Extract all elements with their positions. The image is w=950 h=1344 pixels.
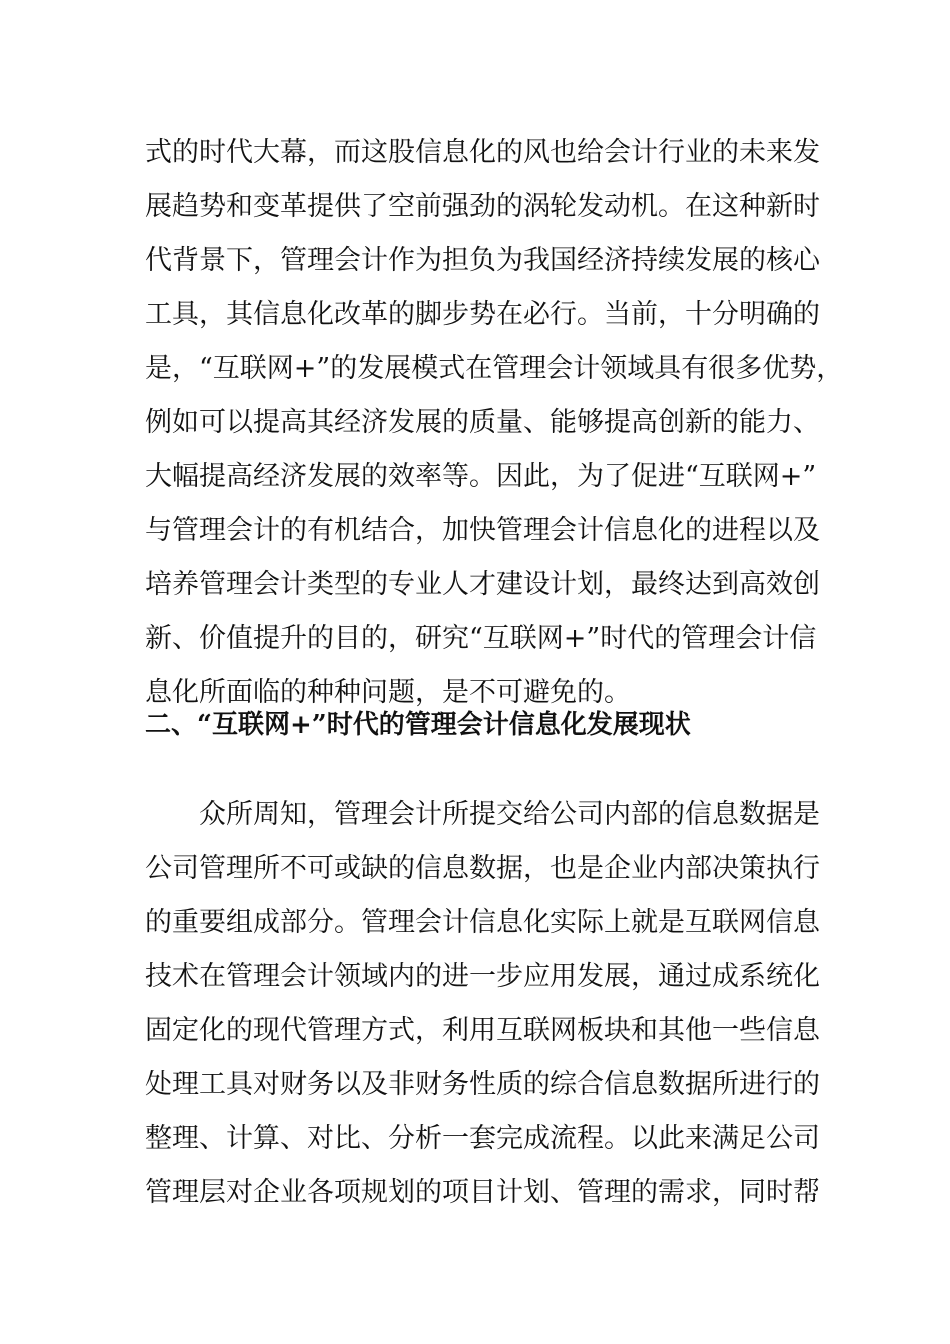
text-line: 技术在管理会计领域内的进一步应用发展，通过成系统化 — [145, 961, 820, 992]
text-line: 处理工具对财务以及非财务性质的综合信息数据所进行的 — [145, 1069, 820, 1100]
section-heading: 二、“互联网+”时代的管理会计信息化发展现状 — [145, 710, 691, 740]
text-line: 培养管理会计类型的专业人才建设计划，最终达到高效创 — [145, 569, 820, 600]
text-line: 是，“互联网+”的发展模式在管理会计领域具有很多优势， — [145, 353, 844, 384]
text-line: 新、价值提升的目的，研究“互联网+”时代的管理会计信 — [145, 623, 817, 654]
text-line: 与管理会计的有机结合，加快管理会计信息化的进程以及 — [145, 515, 820, 546]
text-line: 整理、计算、对比、分析一套完成流程。以此来满足公司 — [145, 1123, 820, 1154]
text-line: 代背景下，管理会计作为担负为我国经济持续发展的核心 — [145, 245, 820, 276]
text-line: 展趋势和变革提供了空前强劲的涡轮发动机。在这种新时 — [145, 191, 820, 222]
text-line: 式的时代大幕，而这股信息化的风也给会计行业的未来发 — [145, 137, 820, 168]
text-line: 息化所面临的种种问题，是不可避免的。 — [145, 677, 631, 708]
paragraph-2 — [145, 788, 845, 1220]
text-line: 例如可以提高其经济发展的质量、能够提高创新的能力、 — [145, 407, 820, 438]
paragraph-1 — [145, 126, 845, 720]
text-line: 大幅提高经济发展的效率等。因此，为了促进“互联网+” — [145, 461, 817, 492]
text-line: 固定化的现代管理方式，利用互联网板块和其他一些信息 — [145, 1015, 820, 1046]
text-line: 公司管理所不可或缺的信息数据，也是企业内部决策执行 — [145, 853, 820, 884]
text-line: 众所周知，管理会计所提交给公司内部的信息数据是 — [199, 799, 820, 830]
text-line: 管理层对企业各项规划的项目计划、管理的需求，同时帮 — [145, 1177, 820, 1208]
text-line: 工具，其信息化改革的脚步势在必行。当前，十分明确的 — [145, 299, 820, 330]
text-line: 的重要组成部分。管理会计信息化实际上就是互联网信息 — [145, 907, 820, 938]
